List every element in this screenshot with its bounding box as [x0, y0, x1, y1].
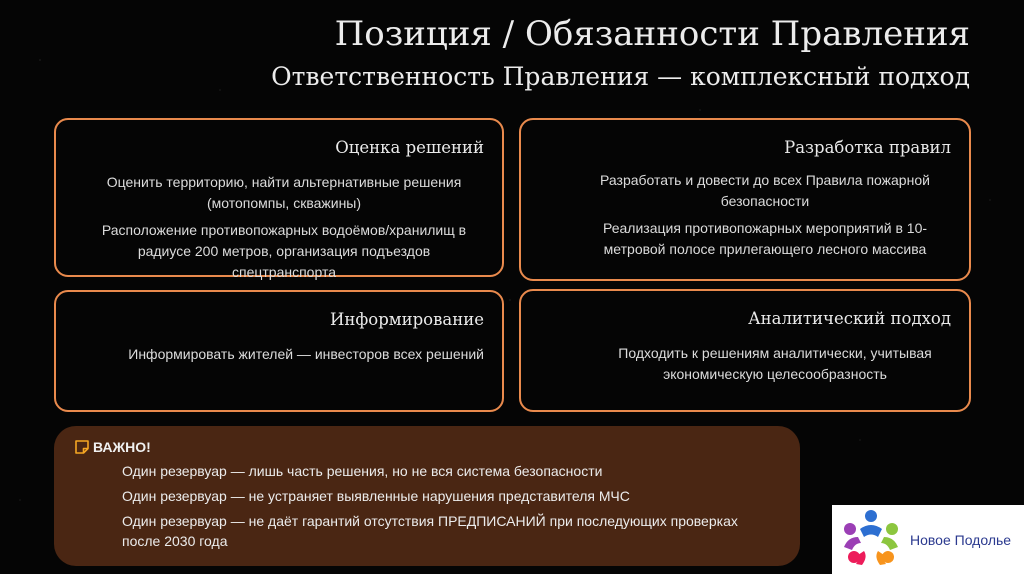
card-item: Информировать жителей — инвесторов всех решений	[128, 346, 484, 362]
card-item: Оценить территорию, найти альтернативные решения (мотопомпы, скважины)	[106, 174, 462, 211]
card-item: Реализация противопожарных мероприятий в 10-метровой полосе прилегающего лесного массива	[602, 220, 928, 257]
company-logo	[832, 505, 1024, 574]
card-informing	[54, 290, 504, 412]
card-item: Разработать и довести до всех Правила пожарной безопасности	[600, 172, 930, 209]
important-item: Один резервуар — не даёт гарантий отсутствия ПРЕДПИСАНИЙ при последующих проверках после 2030 года	[122, 513, 738, 549]
important-list	[74, 461, 780, 551]
people-circle-logo-icon	[838, 507, 904, 573]
card-item: Расположение противопожарных водоёмов/хранилищ в радиусе 200 метров, организация подъездов спецтранспорта	[101, 222, 467, 280]
important-item: Один резервуар — лишь часть решения, но не вся система безопасности	[122, 463, 603, 479]
card-decision-assessment	[54, 118, 504, 280]
card-title: Разработка правил	[784, 138, 951, 157]
note-icon	[74, 439, 90, 455]
logo-text: Новое Подолье	[910, 531, 1012, 548]
card-title: Информирование	[329, 310, 484, 329]
card-title: Аналитический подход	[748, 309, 951, 328]
important-heading-row	[74, 439, 780, 455]
card-rules-development	[519, 118, 971, 281]
important-notice	[54, 426, 800, 566]
page-title: Позиция / Обязанности Правления	[334, 14, 970, 54]
card-item: Подходить к решениям аналитически, учитывая экономическую целесообразность	[618, 345, 932, 382]
important-item: Один резервуар — не устраняет выявленные нарушения представителя МЧС	[122, 488, 630, 504]
important-heading: ВАЖНО!	[93, 439, 151, 455]
card-title: Оценка решений	[335, 138, 484, 157]
card-analytical-approach	[519, 289, 971, 412]
page-subtitle: Ответственность Правления — комплексный подход	[271, 62, 970, 91]
